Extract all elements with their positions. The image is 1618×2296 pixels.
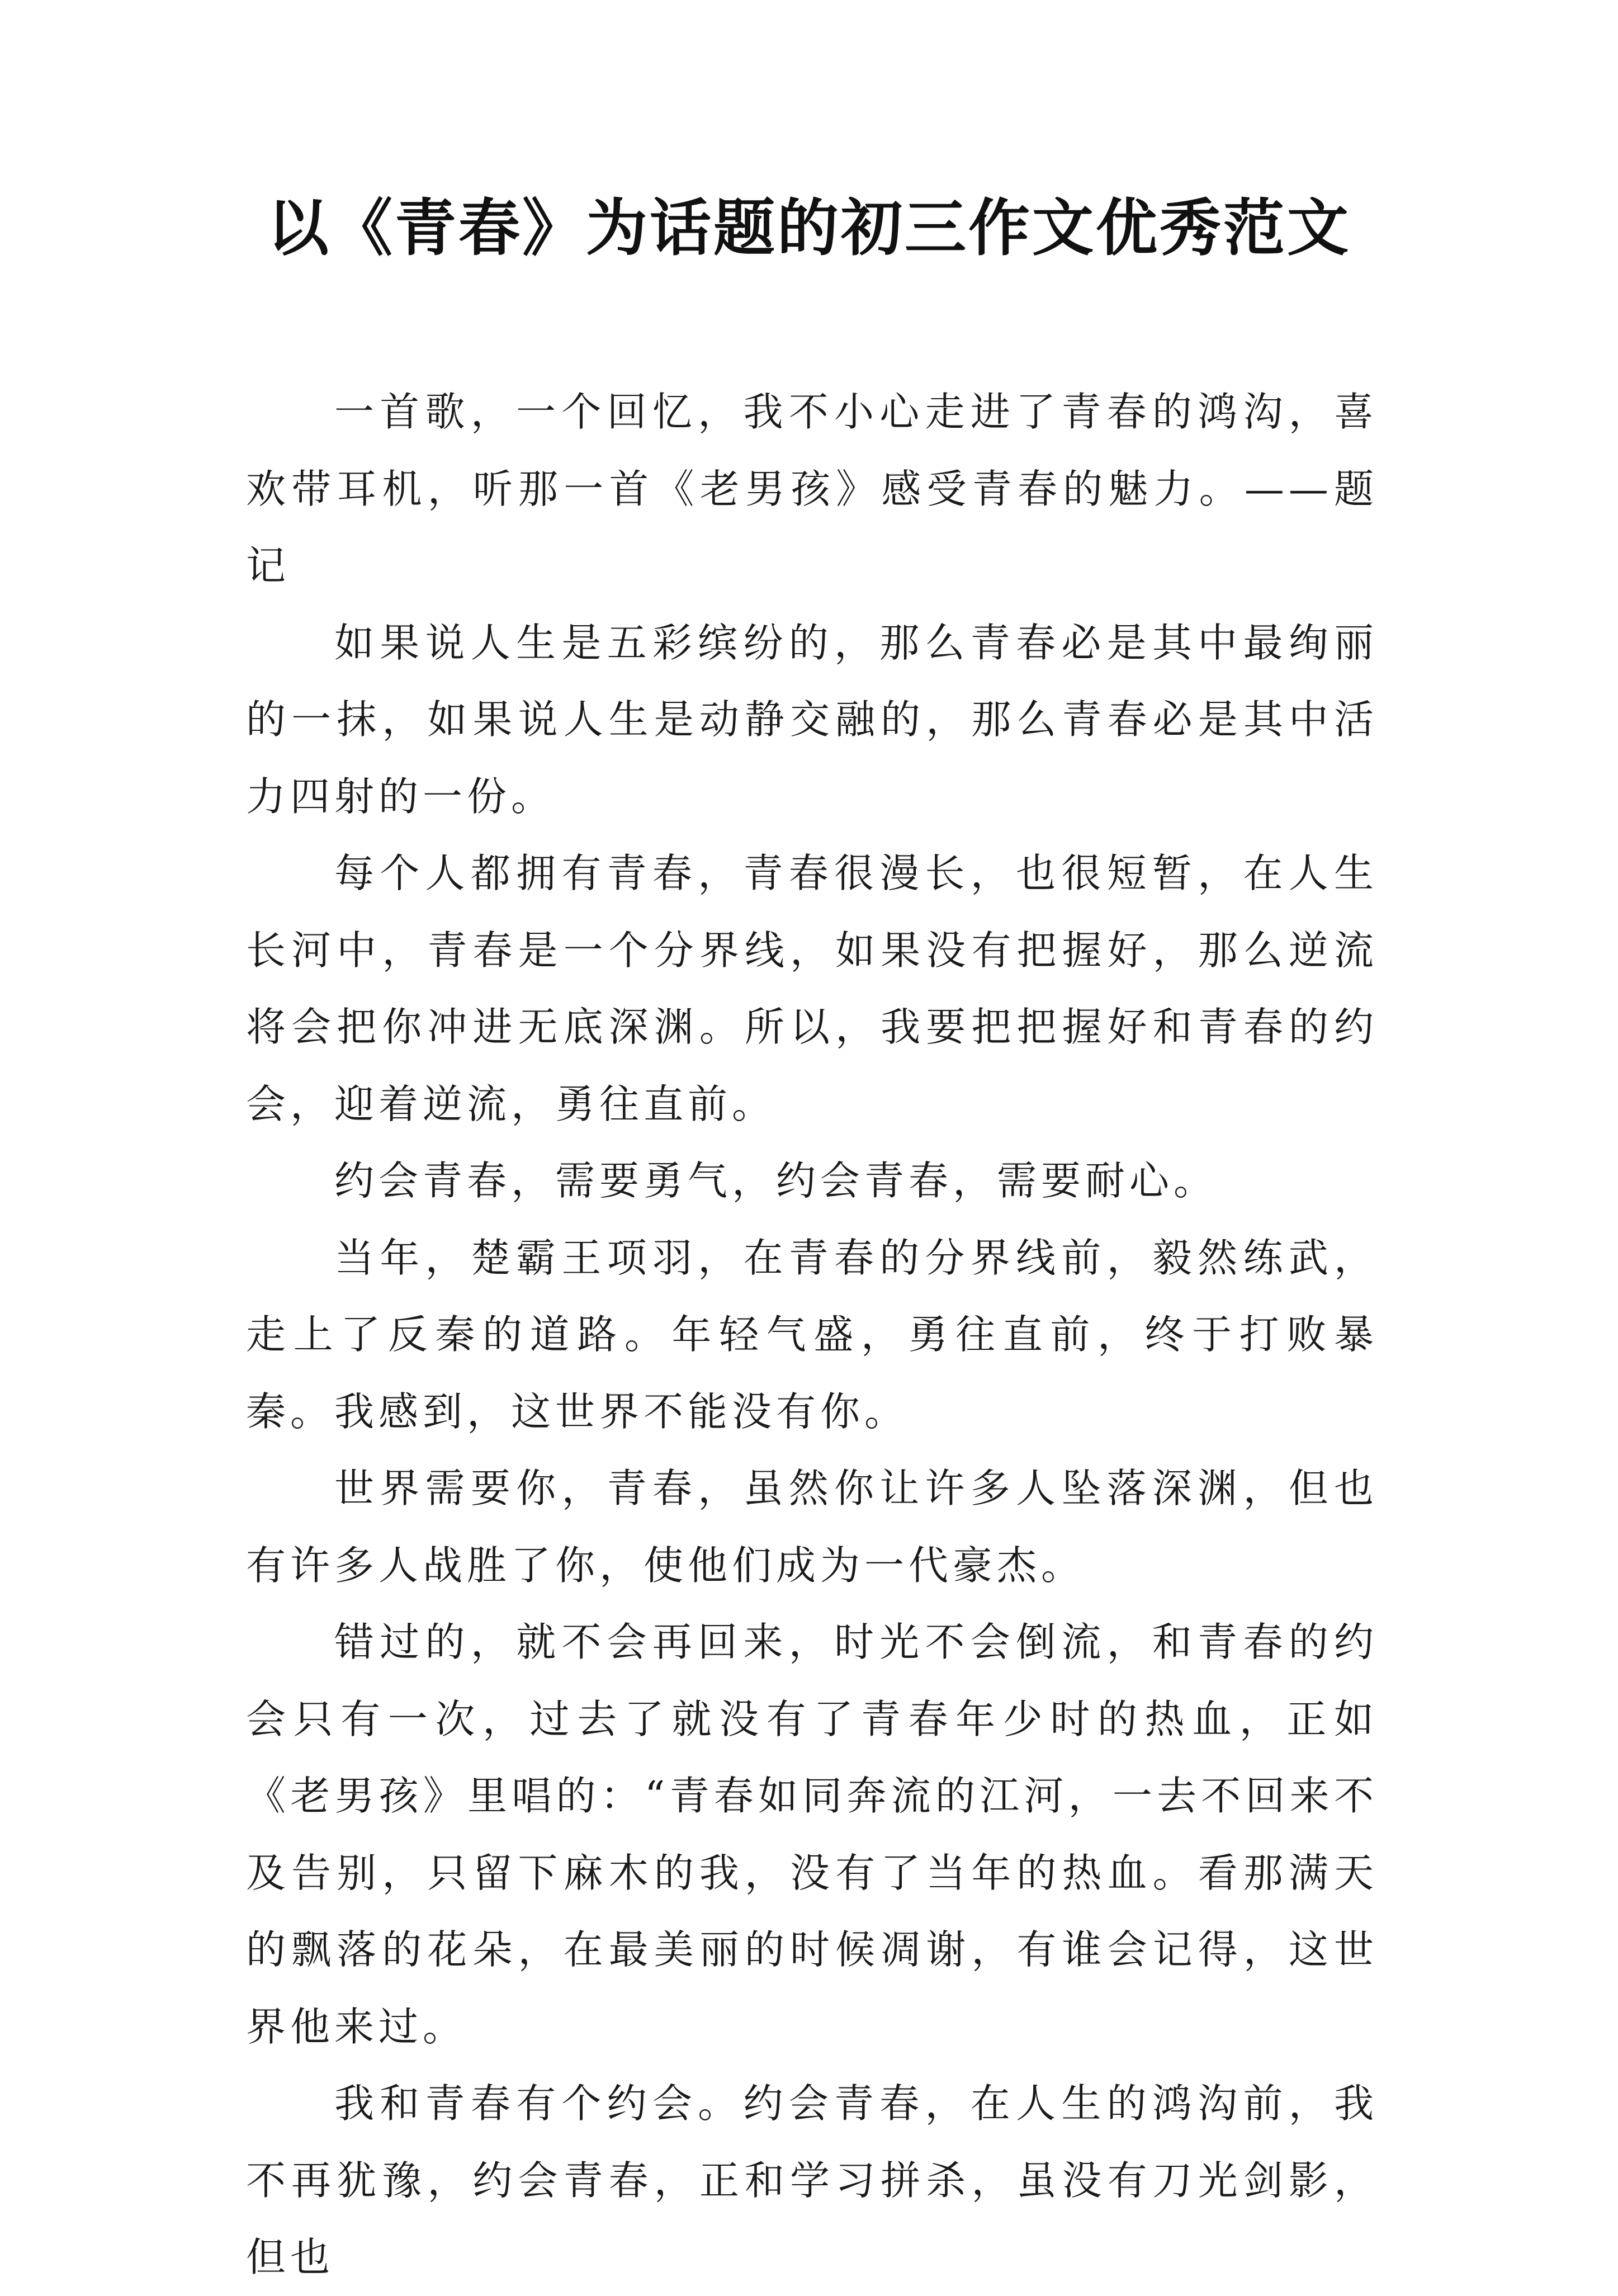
paragraph: 每个人都拥有青春，青春很漫长，也很短暂，在人生长河中，青春是一个分界线，如果没有把握好，那么逆流将会把你冲进无底深渊。所以，我要把把握好和青春的约会，迎着逆流，勇往直前。: [246, 850, 1378, 1127]
document-body: [246, 374, 1378, 2296]
document-title: 以《青春》为话题的初三作文优秀范文: [267, 192, 1351, 264]
paragraph: 世界需要你，青春，虽然你让许多人坠落深渊，但也有许多人战胜了你，使他们成为一代豪杰。: [246, 1465, 1378, 1589]
paragraph: 当年，楚霸王项羽，在青春的分界线前，毅然练武，走上了反秦的道路。年轻气盛，勇往直前，终于打败暴秦。我感到，这世界不能没有你。: [246, 1234, 1378, 1435]
paragraph-epigraph: 一首歌，一个回忆，我不小心走进了青春的鸿沟，喜欢带耳机，听那一首《老男孩》感受青春的魅力。——题记: [246, 389, 1378, 589]
paragraph: 如果说人生是五彩缤纷的，那么青春必是其中最绚丽的一抹，如果说人生是动静交融的，那么青春必是其中活力四射的一份。: [246, 619, 1378, 820]
paragraph: 我和青春有个约会。约会青春，在人生的鸿沟前，我不再犹豫，约会青春，正和学习拼杀，虽没有刀光剑影，但也: [246, 2080, 1378, 2280]
paragraph: 错过的，就不会再回来，时光不会倒流，和青春的约会只有一次，过去了就没有了青春年少时的热血，正如《老男孩》里唱的：“青春如同奔流的江河，一去不回来不及告别，只留下麻木的我，没有了当年的热血。看那满天的飘落的花朵，在最美丽的时候凋谢，有谁会记得，这世界他来过。: [246, 1619, 1378, 2050]
paragraph: 约会青春，需要勇气，约会青春，需要耐心。: [334, 1158, 1218, 1204]
